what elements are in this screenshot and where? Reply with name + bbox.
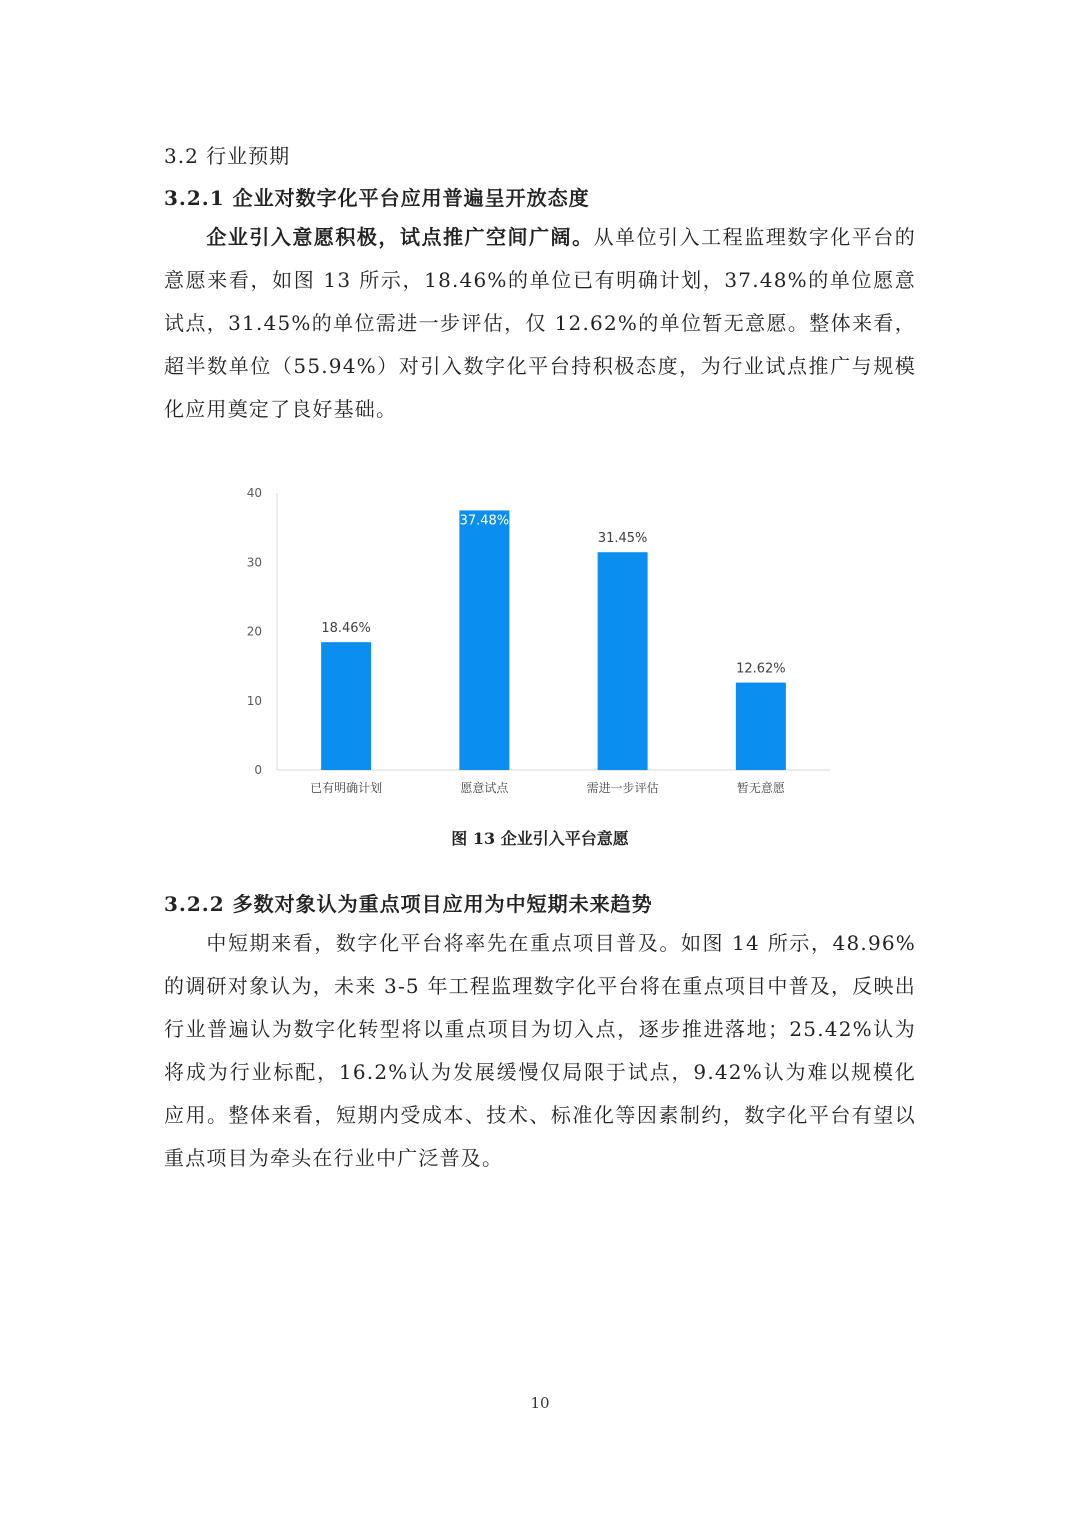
- paragraph-enterprise-willingness: [164, 216, 916, 431]
- x-category-label: 愿意试点: [460, 781, 509, 795]
- bar-0: [321, 642, 371, 770]
- paragraph-key-project-trend: [164, 922, 916, 1180]
- data-label: 31.45%: [597, 531, 648, 547]
- y-tick-label: 40: [246, 486, 262, 500]
- x-category-label: 需进一步评估: [586, 781, 659, 795]
- section-heading-3-2-2: 3.2.2 多数对象认为重点项目应用为中短期未来趋势: [164, 892, 653, 916]
- page-number: 10: [530, 1394, 550, 1412]
- bar-1: [459, 510, 509, 770]
- y-tick-label: 0: [254, 763, 262, 777]
- y-tick-label: 10: [246, 693, 262, 708]
- bar-2: [598, 552, 648, 770]
- section-heading-3-2: 3.2 行业预期: [164, 144, 291, 168]
- data-label: 37.48%: [459, 513, 510, 529]
- figure-caption: 图 13 企业引入平台意愿: [451, 829, 629, 848]
- paragraph-body: 从单位引入工程监理数字化平台的意愿来看，如图 13 所示，18.46%的单位已有明确计划，37.48%的单位愿意试点，31.45%的单位需进一步评估，仅 12.62%的单位暂无意愿。整体来看，超半数单位（55.94%）对引入数字化平台持积极态度，为行业试点推广与规模化应用奠定了良好基础。: [164, 225, 917, 421]
- x-category-label: 暂无意愿: [736, 781, 785, 795]
- bar-chart-svg: [230, 478, 850, 808]
- data-label: 18.46%: [321, 621, 371, 637]
- section-heading-3-2-1: 3.2.1 企业对数字化平台应用普遍呈开放态度: [164, 186, 590, 210]
- bar-chart: [230, 478, 850, 808]
- bar-3: [736, 683, 786, 770]
- paragraph-lead: 企业引入意愿积极，试点推广空间广阔。: [206, 225, 594, 249]
- y-tick-label: 20: [246, 624, 262, 639]
- data-label: 12.62%: [736, 661, 786, 677]
- y-tick-label: 30: [246, 555, 262, 570]
- x-category-label: 已有明确计划: [310, 781, 383, 795]
- paragraph-body: 中短期来看，数字化平台将率先在重点项目普及。如图 14 所示，48.96%的调研对象认为，未来 3-5 年工程监理数字化平台将在重点项目中普及，反映出行业普遍认为数字化转型将以重点项目为切入点，逐步推进落地；25.42%认为将成为行业标配，16.2%认为发展缓慢仅局限于试点，9.42%认为难以规模化应用。整体来看，短期内受成本、技术、标准化等因素制约，数字化平台有望以重点项目为牵头在行业中广泛普及。: [164, 931, 916, 1170]
